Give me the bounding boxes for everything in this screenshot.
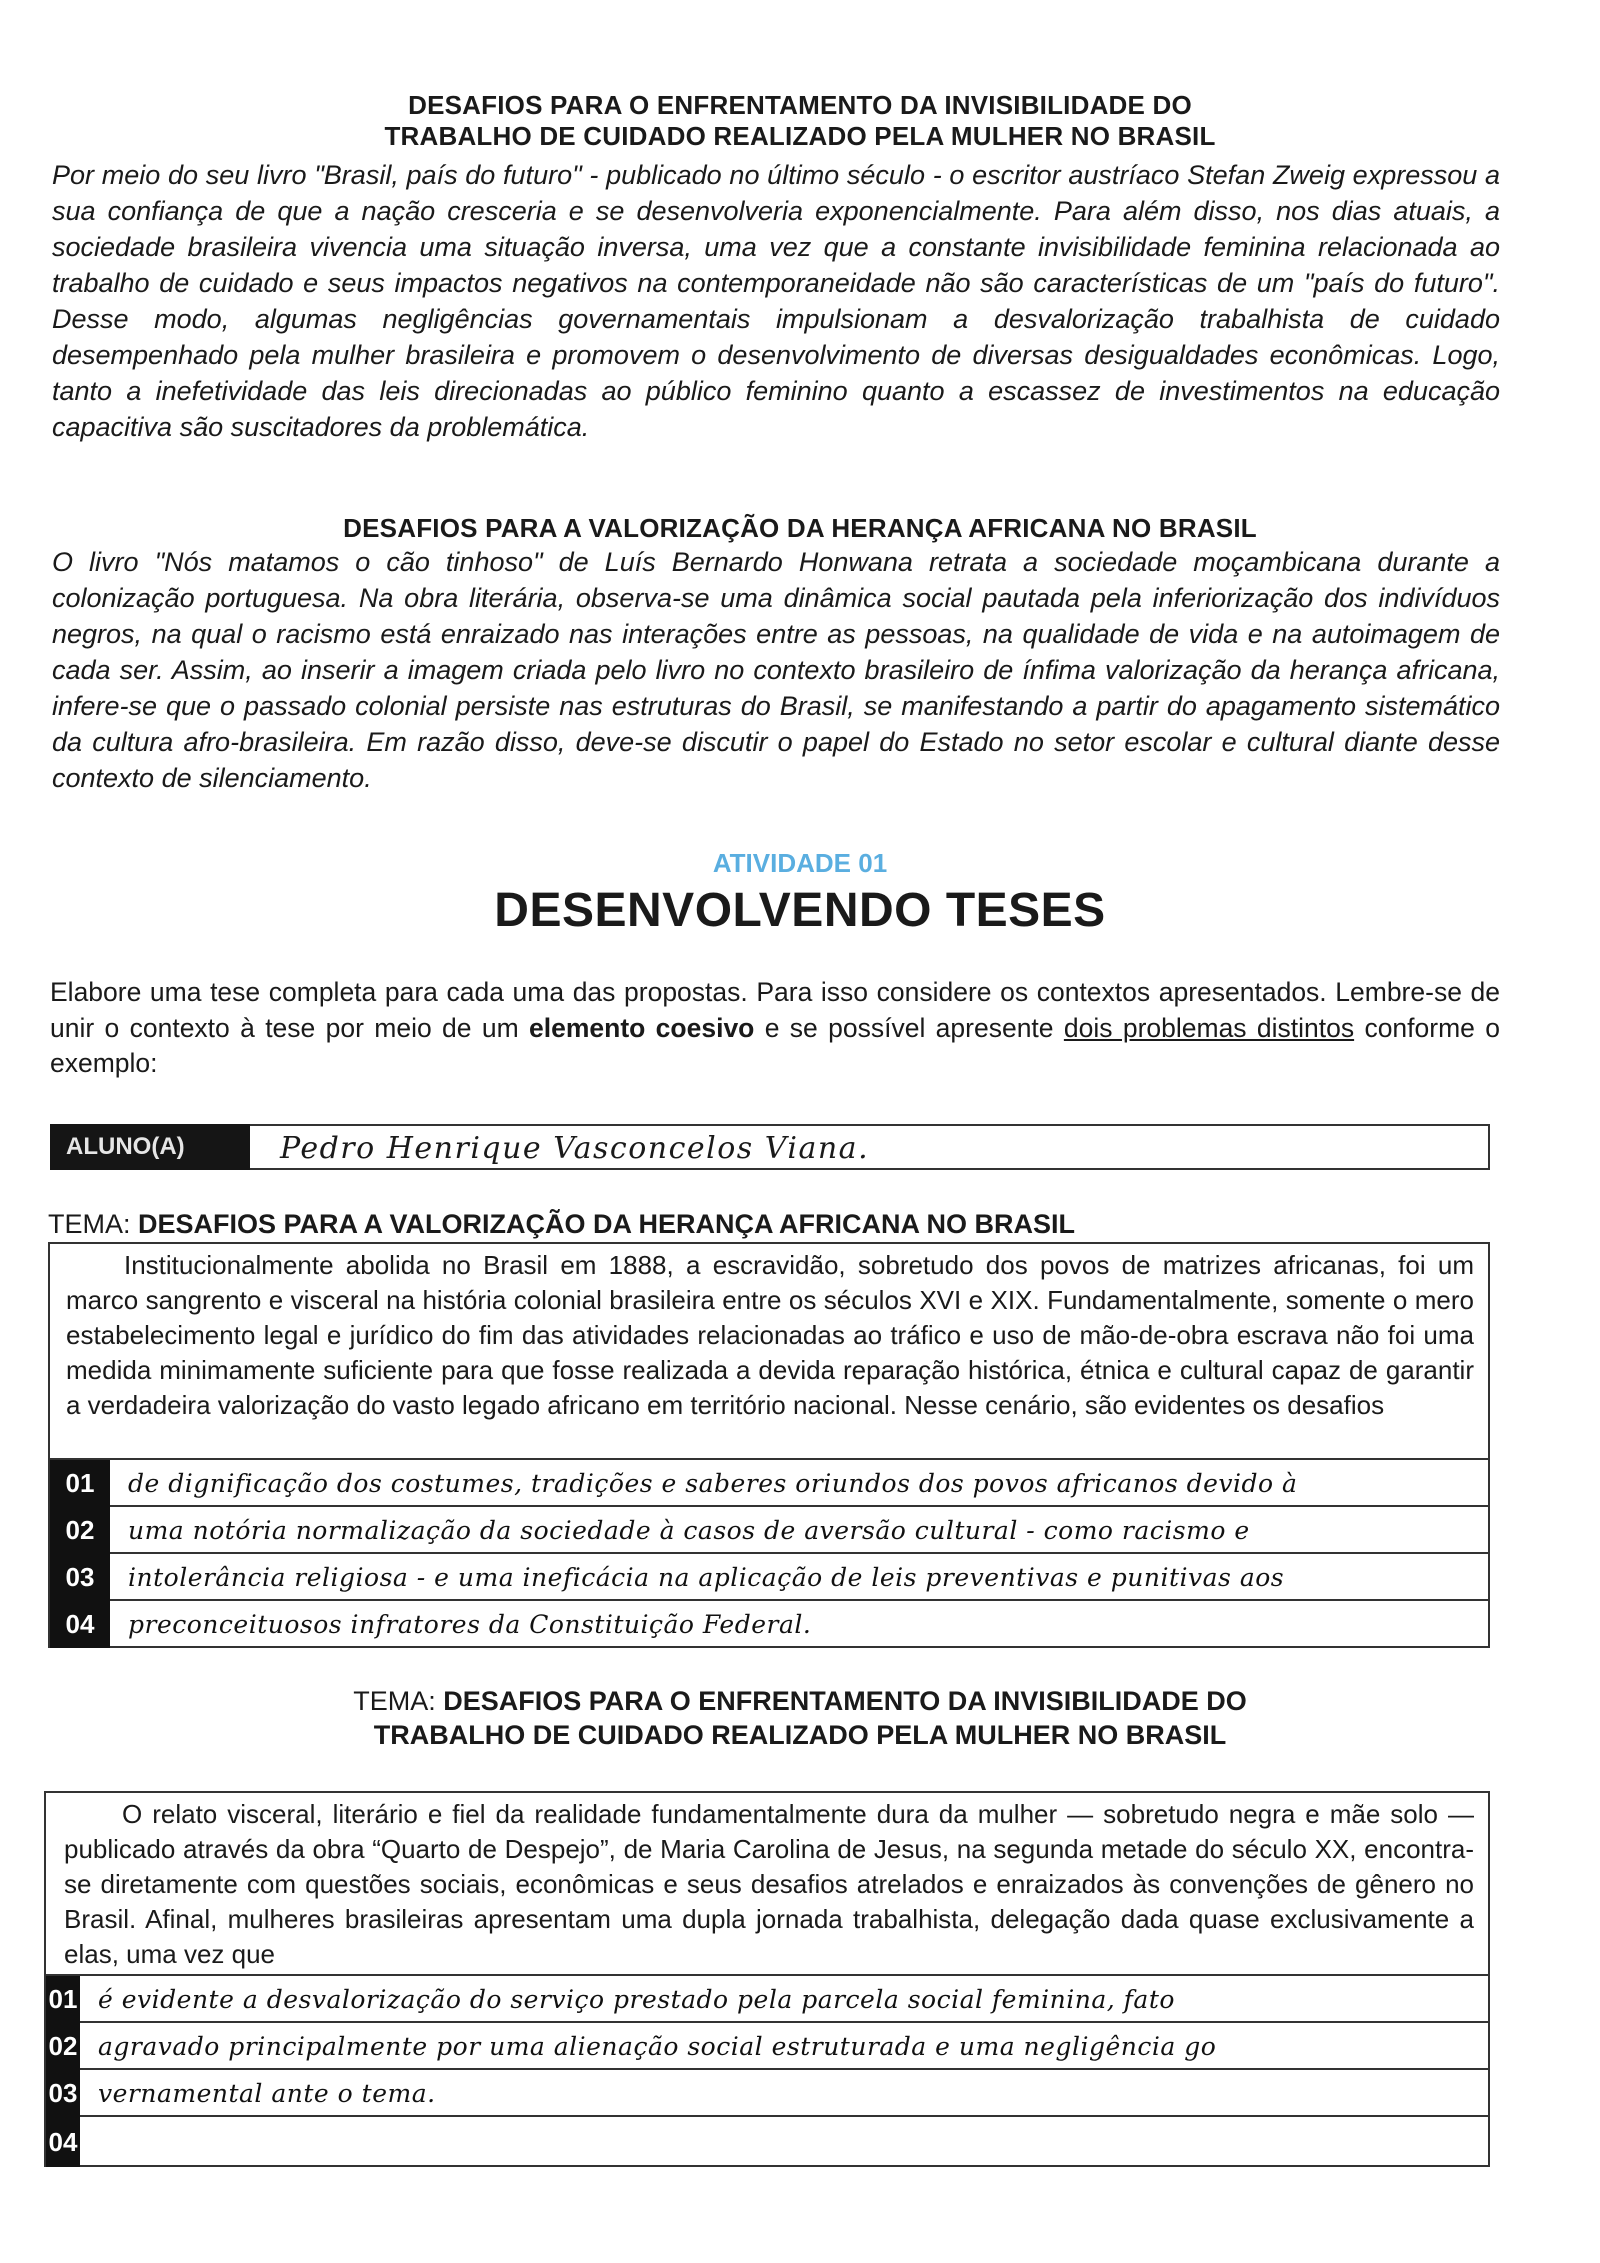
- handwritten-text[interactable]: preconceituosos infratores da Constituição Federal.: [128, 1610, 812, 1639]
- activity-label: ATIVIDADE 01: [712, 848, 888, 878]
- activity-title: DESENVOLVENDO TESES: [494, 884, 1106, 937]
- handwritten-text[interactable]: é evidente a desvalorização do serviço prestado pela parcela social feminina, fato: [98, 1985, 1175, 2014]
- student-label: ALUNO(A): [50, 1124, 250, 1170]
- line-number: 01: [46, 1976, 80, 2023]
- instructions-text-2: e se possível apresente: [754, 1012, 1064, 1043]
- section2-title: DESAFIOS PARA A VALORIZAÇÃO DA HERANÇA AFRICANA NO BRASIL: [343, 513, 1257, 543]
- answer-line[interactable]: [50, 1601, 1488, 1648]
- tema1-prefix: TEMA:: [48, 1209, 139, 1239]
- instructions-bold: elemento coesivo: [529, 1012, 755, 1043]
- line-number: 02: [50, 1507, 110, 1554]
- line-number: 04: [46, 2117, 80, 2167]
- line-number: 01: [50, 1460, 110, 1507]
- instructions-text-1: Elabore uma tese completa para cada uma das propostas. Para isso considere os contextos apresentados. Lembre-se de unir o contexto à tese por meio de um: [50, 977, 1500, 1043]
- student-row: [50, 1124, 1490, 1170]
- section1-title-line1: DESAFIOS PARA O ENFRENTAMENTO DA INVISIBILIDADE DO: [408, 90, 1192, 120]
- handwritten-text[interactable]: intolerância religiosa - e uma ineficácia na aplicação de leis preventivas e punitivas aos: [128, 1563, 1285, 1592]
- instructions-underline: dois problemas distintos: [1063, 1012, 1355, 1043]
- activity-instructions: [50, 975, 1500, 1082]
- answer-line[interactable]: [46, 2023, 1488, 2070]
- answer-line[interactable]: [50, 1460, 1488, 1507]
- line-number: 04: [50, 1601, 110, 1648]
- tema2-heading-line1: [150, 1684, 1450, 1718]
- line-number: 02: [46, 2023, 80, 2070]
- instructions-text-3: conforme o exemplo:: [50, 1012, 1500, 1078]
- answer-line[interactable]: [50, 1554, 1488, 1601]
- section2-paragraph: O livro "Nós matamos o cão tinhoso" de Luís Bernardo Honwana retrata a sociedade moçambicana durante a colonização portuguesa. Na obra literária, observa-se uma dinâmica social pautada pela inferiorização dos indivíduos negros, na qual o racismo está enraizado nas interações entre as pessoas, na qualidade de vida e na autoimagem de cada ser. Assim, ao inserir a imagem criada pelo livro no contexto brasileiro de ínfima valorização da herança africana, infere-se que o passado colonial persiste nas estruturas do Brasil, se manifestando a partir do apagamento sistemático da cultura afro-brasileira. Em razão disso, deve-se discutir o papel do Estado no setor escolar e cultural diante desse contexto de silenciamento.: [52, 547, 1500, 793]
- tema2-heading: [150, 1684, 1450, 1752]
- tema2-prefix: TEMA:: [353, 1686, 444, 1716]
- tema2-title-line2: TRABALHO DE CUIDADO REALIZADO PELA MULHER NO BRASIL: [373, 1720, 1227, 1750]
- section1-title-line2: TRABALHO DE CUIDADO REALIZADO PELA MULHER NO BRASIL: [384, 121, 1216, 151]
- tema1-context-box: [48, 1242, 1490, 1460]
- section1-paragraph: Por meio do seu livro "Brasil, país do futuro" - publicado no último século - o escritor austríaco Stefan Zweig expressou a sua confiança de que a nação cresceria e se desenvolveria exponencialmente. Para além disso, nos dias atuais, a sociedade brasileira vivencia uma situação inversa, uma vez que a constante invisibilidade feminina relacionada ao trabalho de cuidado e seus impactos negativos na contemporaneidade não são características de um "país do futuro". Desse modo, algumas negligências governamentais impulsionam a desvalorização trabalhista de cuidado desempenhado pela mulher brasileira e promovem o desenvolvimento de diversas desigualdades econômicas. Logo, tanto a inefetividade das leis direcionadas ao público feminino quanto a escassez de investimentos na educação capacitiva são suscitadores da problemática.: [52, 160, 1500, 442]
- tema2-context-box: [44, 1791, 1490, 1976]
- handwritten-text[interactable]: uma notória normalização da sociedade à casos de aversão cultural - como racismo e: [128, 1516, 1250, 1545]
- tema2-title-line1: DESAFIOS PARA O ENFRENTAMENTO DA INVISIBILIDADE DO: [443, 1686, 1247, 1716]
- tema1-context: Institucionalmente abolida no Brasil em 1888, a escravidão, sobretudo dos povos de matrizes africanas, foi um marco sangrento e visceral na história colonial brasileira entre os séculos XVI e XIX. Fundamentalmente, somente o mero estabelecimento legal e jurídico do fim das atividades relacionadas ao tráfico e uso de mão-de-obra escrava não foi uma medida minimamente suficiente para que fosse realizada a devida reparação histórica, étnica e cultural capaz de garantir a verdadeira valorização do vasto legado africano em território nacional. Nesse cenário, são evidentes os desafios: [66, 1250, 1474, 1420]
- handwritten-text[interactable]: vernamental ante o tema.: [98, 2079, 436, 2108]
- line-number: 03: [50, 1554, 110, 1601]
- line-number: 03: [46, 2070, 80, 2117]
- handwritten-text[interactable]: [98, 2117, 1480, 2162]
- student-name-field[interactable]: Pedro Henrique Vasconcelos Viana.: [250, 1124, 1490, 1170]
- tema2-heading-line2: [150, 1718, 1450, 1752]
- answer-line[interactable]: [46, 2117, 1488, 2167]
- tema2-context: O relato visceral, literário e fiel da realidade fundamentalmente dura da mulher — sobretudo negra e mãe solo — publicado através da obra “Quarto de Despejo”, de Maria Carolina de Jesus, na segunda metade do século XX, encontra-se diretamente com questões sociais, econômicas e seus desafios atrelados e enraizados às convenções de gênero no Brasil. Afinal, mulheres brasileiras apresentam uma dupla jornada trabalhista, delegação dada quase exclusivamente a elas, uma vez que: [64, 1799, 1474, 1969]
- tema1-heading: [48, 1207, 1508, 1241]
- answer-line[interactable]: [46, 1976, 1488, 2023]
- handwritten-text[interactable]: agravado principalmente por uma alienação social estruturada e uma negligência go: [98, 2032, 1217, 2061]
- tema1-title: DESAFIOS PARA A VALORIZAÇÃO DA HERANÇA AFRICANA NO BRASIL: [138, 1209, 1075, 1239]
- section1-title: [150, 90, 1450, 152]
- answer-line[interactable]: [46, 2070, 1488, 2117]
- handwritten-text[interactable]: de dignificação dos costumes, tradições e saberes oriundos dos povos africanos devido à: [128, 1469, 1298, 1498]
- tema2-answer-lines: [44, 1976, 1490, 2167]
- tema1-answer-lines: [48, 1460, 1490, 1648]
- answer-line[interactable]: [50, 1507, 1488, 1554]
